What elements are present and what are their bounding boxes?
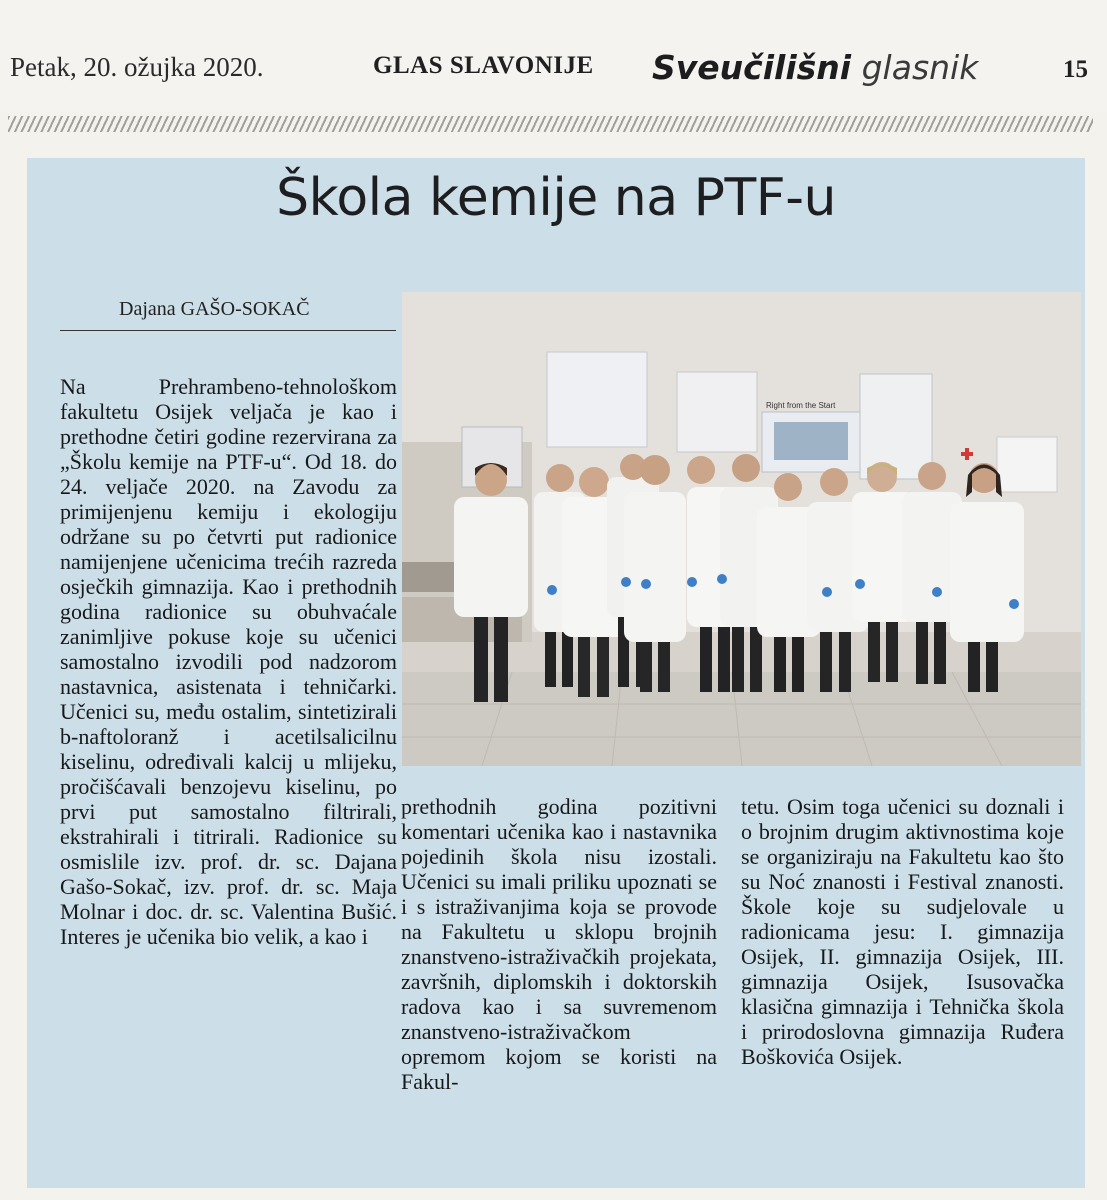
photo-poster-caption: Right from the Start [766, 401, 836, 410]
article-byline: Dajana GAŠO-SOKAČ [119, 298, 310, 320]
lab-photo-illustration [402, 292, 1081, 766]
article-box [27, 158, 1085, 1188]
article-column-3 [741, 794, 1064, 1069]
byline-rule [60, 330, 396, 331]
issue-date: Petak, 20. ožujka 2020. [10, 52, 264, 82]
article-column-2 [401, 794, 717, 1094]
group-photo [402, 292, 1081, 766]
article-headline: Škola kemije na PTF-u [276, 168, 836, 228]
masthead [0, 0, 1107, 112]
paragraph-text: Na Prehrambeno-tehnološkom fakultetu Osijek veljača je kao i prethodne četiri godine rezervirana za „Školu kemije na PTF-u“. Od 18. do 24. veljače 2020. na Zavodu za primijenjenu kemiju i ekologiju održane su po četvrti put radionice namijenjene učenicima trećih razreda osječkih gimnazija. Kao i prethodnih godina radionice su obuhvaćale zanimljive pokuse koje su učenici samostalno izvodili pod nadzorom nastavnica, asistenata i tehničarki. Učenici su, među ostalim, sintetizirali b-naftoloranž i acetilsalicilnu kiselinu, određivali kalcij u mlijeku, pročišćavali benzojevu kiselinu, po prvi put samostalno filtrirali, ekstrahirali i titrirali. Radionice su osmislile izv. prof. dr. sc. Dajana Gašo-Sokač, izv. prof. dr. sc. Maja Molnar i doc. dr. sc. Valentina Bušić. Interes je učenika bio velik, a kao i [60, 374, 397, 949]
section-title-bold: Sveučilišni [652, 48, 852, 87]
paragraph-text: prethodnih godina pozitivni komentari učenika kao i nastavnika pojedinih škola nisu izostali. Učenici su imali priliku upoznati se i s istraživanjima koja se provode na Fakultetu u sklopu brojnih znanstveno-istraživačkih projekata, završnih, diplomskih i doktorskih radova kao i sa suvremenom znanstveno-istraživačkom opremom kojom se koristi na Fakul- [401, 794, 717, 1094]
section-title [652, 48, 978, 87]
paragraph-text: tetu. Osim toga učenici su doznali i o brojnim drugim aktivnostima koje se organiziraju na Fakultetu kao što su Noć znanosti i Festival znanosti. Škole koje su sudjelovale u radionicama jesu: I. gimnazija Osijek, II. gimnazija Osijek, III. gimnazija Osijek, Isusovačka klasična gimnazija i Tehnička škola i prirodoslovna gimnazija Ruđera Boškovića Osijek. [741, 794, 1064, 1069]
section-title-light: glasnik [861, 48, 979, 87]
article-column-1 [60, 374, 397, 949]
page-number: 15 [1063, 56, 1088, 83]
hatched-divider [8, 116, 1093, 132]
newspaper-name: GLAS SLAVONIJE [373, 52, 594, 79]
